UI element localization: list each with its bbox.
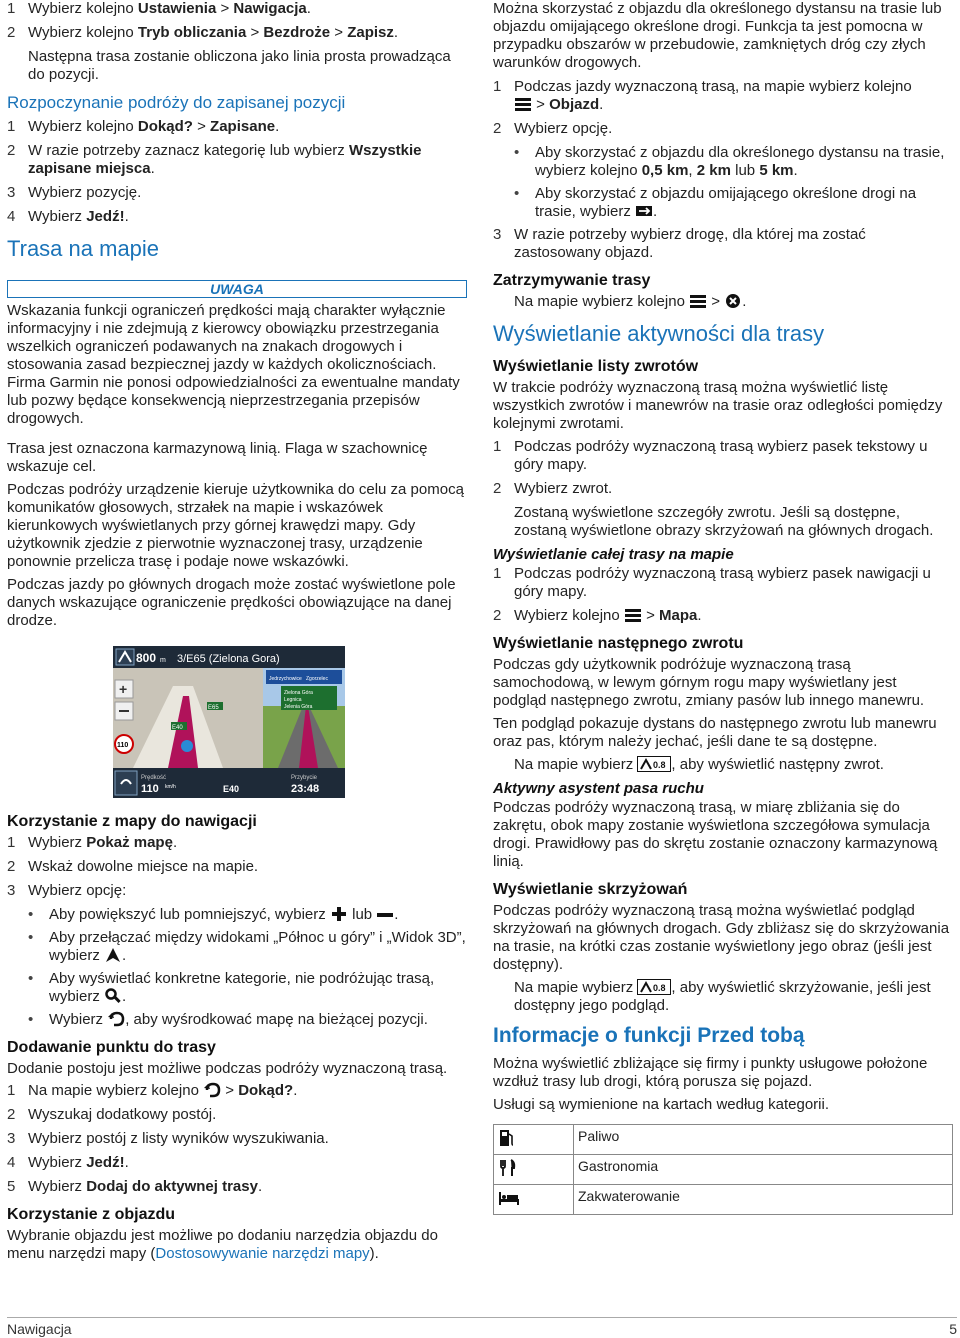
map-arrival-label: Przybycie: [291, 775, 318, 781]
category-table: [493, 1124, 953, 1215]
section-heading: Rozpoczynanie podróży do zapisanej pozycji: [7, 93, 346, 112]
step-number: 3: [7, 882, 16, 899]
step-number: 1: [7, 1082, 16, 1099]
paragraph: Podczas podróży wyznaczoną trasą, w miarę zbliżania się do zakrętu, obok mapy zostanie wyświetlona szczegółowa symulacja drogi. Prawidłowy pas do skrętu zostanie oznaczony karmazynową linią.: [493, 799, 938, 870]
subsection-heading: Aktywny asystent pasa ruchu: [493, 780, 704, 797]
table-row: [494, 1155, 953, 1185]
step-text: Wybierz kolejno > Mapa.: [514, 607, 702, 624]
table-cell: Gastronomia: [574, 1155, 953, 1185]
step-number: 3: [7, 184, 16, 201]
map-speed-limit: 110: [117, 742, 129, 749]
table-row: [494, 1125, 953, 1155]
map-illustration: [113, 646, 345, 798]
map-junction-2: Zgorzelec: [306, 676, 328, 682]
step: [7, 184, 467, 202]
step-text: Wybierz zwrot.: [514, 480, 613, 497]
paragraph: Podczas podróży urządzenie kieruje użytkownika do celu za pomocą komunikatów głosowych, strzałek na mapie i wskazówek kierunkowych wyświetlanych przy górnej krawędzi mapy. Gdy użytkownik zjedzie z pierwotnie wyznaczonej trasy, urządzenie ponownie przelicza trasę i podaje nowe wskazówki.: [7, 481, 464, 570]
step-text: Wybierz kolejno Ustawienia > Nawigacja.: [28, 0, 311, 17]
step-text: Wybierz postój z listy wyników wyszukiwania.: [28, 1130, 329, 1147]
map-screenshot: [113, 646, 345, 798]
paragraph: Trasa jest oznaczona karmazynową linią. Flaga w szachownicę wskazuje cel.: [7, 440, 428, 475]
step-note: Następna trasa zostanie obliczona jako linia prosta prowadząca do pozycji.: [28, 48, 451, 83]
search-icon: [104, 988, 122, 1004]
map-sign-e65: E65: [208, 705, 219, 711]
minus-icon: [376, 906, 394, 922]
step-text: Wybierz Dodaj do aktywnej trasy.: [28, 1178, 263, 1195]
step-number: 3: [7, 1130, 16, 1147]
step-number: 1: [493, 565, 502, 582]
step: [7, 882, 467, 900]
step: [7, 1082, 467, 1100]
bullet-list: [514, 144, 953, 221]
back-arrow-icon: [107, 1011, 125, 1027]
menu-icon: [624, 607, 642, 623]
list-item: • Aby skorzystać z objazdu omijającego określone drogi na trasie, wybierz .: [514, 185, 917, 220]
step-number: 1: [7, 0, 16, 17]
step-number: 2: [7, 24, 16, 41]
right-column: [493, 0, 953, 1215]
step-text: W razie potrzeby wybierz drogę, dla której ma zostać zastosowany objazd.: [514, 226, 866, 261]
bullet-list: [28, 906, 467, 1029]
section-title: Informacje o funkcji Przed tobą: [493, 1024, 805, 1047]
paragraph: Podczas gdy użytkownik podróżuje wyznaczoną trasą samochodową, w lewym górnym rogu mapy wyświetlany jest podgląd następnego zwrotu, zmiany pasów lub innego manewru.: [493, 656, 925, 709]
step-number: 2: [7, 858, 16, 875]
map-speed-unit: km/h: [165, 784, 176, 790]
warning-label: UWAGA: [7, 280, 467, 298]
paragraph: Dodanie postoju jest możliwe podczas podróży wyznaczoną trasą.: [7, 1060, 448, 1077]
map-arrival-value: 23:48: [291, 783, 320, 795]
list-item: • Aby powiększyć lub pomniejszyć, wybierz lub .: [28, 906, 399, 923]
step-number: 5: [7, 1178, 16, 1195]
section-heading: Dodawanie punktu do trasy: [7, 1039, 216, 1056]
section-heading: Wyświetlanie następnego zwrotu: [493, 635, 744, 652]
step: [7, 208, 467, 226]
step-number: 1: [493, 78, 502, 95]
step-number: 2: [493, 120, 502, 137]
map-distance: 800: [136, 651, 157, 665]
step: [7, 24, 467, 42]
detour-road-icon: [635, 203, 653, 219]
step-text: Podczas jazdy wyznaczoną trasą, na mapie wybierz kolejno > Objazd.: [514, 78, 912, 113]
map-speed-label: Prędkość: [141, 775, 167, 781]
step-number: 4: [7, 1154, 16, 1171]
step-number: 4: [7, 208, 16, 225]
bed-icon: [498, 1189, 520, 1207]
step: [7, 118, 467, 136]
step: [7, 142, 467, 178]
step: [493, 565, 953, 601]
step-number: 1: [493, 438, 502, 455]
paragraph: Podczas jazdy po głównych drogach może zostać wyświetlone pole danych wskazujące ograniczenie prędkości obowiązujące na danej drodze.: [7, 576, 456, 629]
step: [7, 1154, 467, 1172]
page-number: 5: [949, 1321, 957, 1337]
table-cell: [494, 1155, 574, 1185]
step-text: Wyszukaj dodatkowy postój.: [28, 1106, 217, 1123]
step-note: Zostaną wyświetlone szczegóły zwrotu. Jeśli są dostępne, zostaną wyświetlone obrazy skrzyżowań na głównych drogach.: [514, 504, 934, 539]
step: [7, 1106, 467, 1124]
section-title: Trasa na mapie: [7, 236, 160, 261]
warning-text: Wskazania funkcji ograniczeń prędkości mają charakter wyłącznie informacyjny i nie zdejmują z kierowcy obowiązku przestrzegania wszelkich ograniczeń podawanych na znakach drogowych i stosowania zasad bezpiecznej jazdy w każdych okolicznościach. Firma Garmin nie ponosi odpowiedzialności za ewentualne mandaty lub pozwy będące konsekwencją nieprzestrzegania przepisów drogowych.: [7, 302, 460, 427]
map-road-name: 3/E65 (Zielona Gora): [177, 653, 280, 665]
step-text: Wybierz Jedź!.: [28, 1154, 129, 1171]
paragraph: Usługi są wymienione na kartach według kategorii.: [493, 1096, 830, 1113]
paragraph: Można wyświetlić zbliżające się firmy i punkty usługowe położone wzdłuż trasy lub drogi, którą porusza się pojazd.: [493, 1055, 928, 1090]
map-junction-5: Jelenia Góra: [284, 704, 313, 710]
next-turn-preview-icon: [637, 756, 671, 772]
step: [7, 834, 467, 852]
step: [493, 438, 953, 474]
svg-text:0.8: 0.8: [653, 760, 666, 770]
subsection-heading: Wyświetlanie całej trasy na mapie: [493, 546, 734, 563]
menu-icon: [689, 293, 707, 309]
step: [7, 1178, 467, 1196]
step-text: Wybierz pozycję.: [28, 184, 142, 201]
step-text: Wybierz Jedź!.: [28, 208, 129, 225]
step: [7, 0, 467, 18]
step-number: 1: [7, 118, 16, 135]
paragraph: Podczas podróży wyznaczoną trasą można wyświetlać podgląd skrzyżowań na głównych drogach. Gdy zbliżasz się do skrzyżowania na trasie, na krótki czas zostanie wyświetlony jego obraz (jeśli jest dostępny).: [493, 902, 950, 973]
list-item: • Aby wyświetlać konkretne kategorie, nie podróżując trasą, wybierz .: [28, 970, 435, 1005]
step-number: 3: [493, 226, 502, 243]
list-item: • Aby przełączać między widokami „Północ u góry” i „Widok 3D”, wybierz .: [28, 929, 466, 964]
section-heading: Korzystanie z objazdu: [7, 1206, 176, 1223]
step-text: Wybierz Pokaż mapę.: [28, 834, 178, 851]
plus-icon: [330, 906, 348, 922]
fork-knife-icon: [498, 1158, 518, 1178]
step-number: 2: [493, 607, 502, 624]
paragraph: Wybranie objazdu jest możliwe po dodaniu narzędzia objazdu do menu narzędzi mapy (Dostosowywanie narzędzi mapy).: [7, 1227, 438, 1262]
step-number: 1: [7, 834, 16, 851]
step-text: Wybierz opcję.: [514, 120, 613, 137]
map-junction-3: Zielona Góra: [284, 690, 313, 696]
page-footer: [7, 1317, 957, 1338]
paragraph: Ten podgląd pokazuje dystans do następnego zwrotu lub manewru oraz pas, którym należy jechać, jeśli dane te są dostępne.: [493, 715, 937, 750]
svg-text:+: +: [119, 681, 128, 697]
step-text: Na mapie wybierz kolejno > Dokąd?.: [28, 1082, 298, 1099]
section-heading: Wyświetlanie skrzyżowań: [493, 881, 688, 898]
step-text: Podczas podróży wyznaczoną trasą wybierz pasek tekstowy u góry mapy.: [514, 438, 928, 473]
menu-icon: [514, 96, 532, 112]
step: [493, 607, 953, 625]
step: [493, 480, 953, 498]
step: [493, 78, 953, 114]
back-arrow-icon: [203, 1082, 221, 1098]
paragraph: Na mapie wybierz kolejno > .: [514, 293, 747, 310]
section-title: Wyświetlanie aktywności dla trasy: [493, 321, 825, 346]
paragraph: W trakcie podróży wyznaczoną trasą można wyświetlić listę wszystkich zwrotów i manewrów na trasie oraz odległości pomiędzy kolejnymi zwrotami.: [493, 379, 943, 432]
north-arrow-icon: [104, 947, 122, 963]
table-row: [494, 1185, 953, 1215]
paragraph: Na mapie wybierz 0.8 , aby wyświetlić skrzyżowanie, jeśli jest dostępny jego podgląd.: [514, 979, 931, 1014]
stop-icon: [724, 293, 742, 309]
step-number: 2: [7, 1106, 16, 1123]
next-turn-preview-icon: [637, 979, 671, 995]
step-text: W razie potrzeby zaznacz kategorię lub wybierz Wszystkie zapisane miejsca.: [28, 142, 422, 177]
section-heading: Wyświetlanie listy zwrotów: [493, 358, 699, 375]
step-number: 2: [493, 480, 502, 497]
left-column: [7, 0, 467, 1268]
step-text: Wybierz kolejno Dokąd? > Zapisane.: [28, 118, 280, 135]
svg-text:0.8: 0.8: [653, 983, 666, 993]
list-item: • Wybierz , aby wyśrodkować mapę na bieżącej pozycji.: [28, 1011, 428, 1028]
paragraph: Na mapie wybierz 0.8 , aby wyświetlić następny zwrot.: [514, 756, 884, 773]
section-heading: Korzystanie z mapy do nawigacji: [7, 813, 257, 830]
map-bottom-road: E40: [223, 784, 240, 794]
table-cell: Zakwaterowanie: [574, 1185, 953, 1215]
list-item: • Aby skorzystać z objazdu dla określonego dystansu na trasie, wybierz kolejno 0,5 km, 2 km lub 5 km.: [514, 144, 945, 179]
map-sign-e40: E40: [172, 725, 183, 731]
step: [7, 858, 467, 876]
map-junction-1: Jedrzychowice: [269, 676, 302, 682]
table-cell: Paliwo: [574, 1125, 953, 1155]
footer-section-name: Nawigacja: [7, 1321, 72, 1337]
table-cell: [494, 1185, 574, 1215]
section-heading: Zatrzymywanie trasy: [493, 272, 651, 289]
map-junction-4: Legnica: [284, 697, 302, 703]
map-speed-value: 110: [141, 783, 159, 795]
step: [493, 226, 953, 262]
step-number: 2: [7, 142, 16, 159]
step-text: Wybierz kolejno Tryb obliczania > Bezdroże > Zapisz.: [28, 24, 399, 41]
table-cell: [494, 1125, 574, 1155]
step-text: Wybierz opcję:: [28, 882, 127, 899]
map-distance-unit: m: [160, 657, 166, 664]
step: [493, 120, 953, 138]
paragraph: Można skorzystać z objazdu dla określonego dystansu na trasie lub objazdu omijającego określone drogi. Funkcja ta jest pomocna w przypadku obszarów w przebudowie, zamkniętych dróg czy złych warunków drogowych.: [493, 0, 942, 71]
step-text: Wskaż dowolne miejsce na mapie.: [28, 858, 259, 875]
step: [7, 1130, 467, 1148]
fuel-pump-icon: [498, 1128, 516, 1148]
step-text: Podczas podróży wyznaczoną trasą wybierz pasek nawigacji u góry mapy.: [514, 565, 931, 600]
cross-reference-link[interactable]: Dostosowywanie narzędzi mapy: [155, 1245, 370, 1262]
